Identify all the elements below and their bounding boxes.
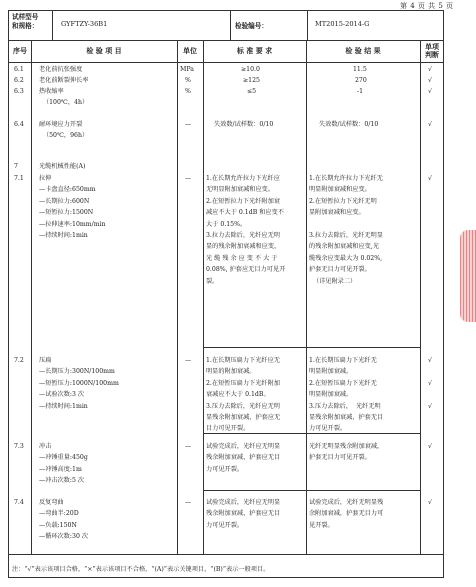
seq-7-4: 7.4: [14, 499, 24, 506]
std-7-4: 试验完成后，光纤应无明显 残余附加衰减，护套应无目 力可见开裂。: [206, 499, 281, 529]
result-7-4: 试验完成后，光纤无明显残 余附加衰减，护套无目力可 见开裂。: [309, 499, 384, 529]
item-6-3: 热收缩率 （100℃，4h）: [39, 88, 89, 107]
official-seal-edge: [460, 230, 476, 322]
std-7-3: 试验完成后，光纤应无明显 残余附加衰减，护套应无目 力可见开裂。: [206, 443, 281, 473]
seq-7: 7: [14, 163, 18, 170]
report-no-label: 检验编号：: [235, 22, 268, 30]
report-table: [8, 10, 444, 578]
unit-6-2: %: [185, 77, 191, 84]
result-7-1: 1.在长期允许拉力下光纤无 明显附加衰减和应变。 2.在短暂拉力下光纤无明 显附加衰减和应变。 3.拉力去除后，光纤无明显 的残余附加衰减和应变,光 缆残余应变最大为 0.02%, 护套无目力可见开裂。 （详见附录二）: [309, 175, 383, 285]
report-header: [9, 11, 443, 41]
judge-7-2-c: √: [428, 403, 432, 410]
unit-6-3: %: [185, 88, 191, 95]
judge-7-1: √: [428, 175, 432, 182]
std-6-1: ≥10.0: [241, 66, 260, 73]
seq-6-4: 6.4: [14, 121, 24, 128]
std-6-2: ≥125: [243, 77, 260, 84]
column-header-row: [9, 40, 443, 63]
result-6-4: 失效数/试样数：0/10: [319, 121, 379, 128]
judge-7-2-b: √: [428, 380, 432, 387]
result-6-2: 270: [355, 77, 367, 84]
seq-7-3: 7.3: [14, 443, 24, 450]
std-7-2: 1.在长期压扁力下光纤应无 明显的附加衰减。 2.在短暂压扁力下光纤附加 衰减应不大于 0.1dB。 3.压力去除后，光纤应无明 显残余附加衰减，护套应无 目力可见开裂。: [206, 357, 281, 433]
col-result: 检 验 结 果: [345, 46, 381, 55]
item-7-4: 反复弯曲 —弯曲半:20D —负载:150N —循环次数:30 次: [39, 499, 89, 541]
result-7-2: 1.在长期压扁力下光纤无 明显附加衰减。 2.在短暂压扁力下光纤无 明显附加衰减。 3.压力去除后， 光纤无明 显残余附加衰减，护套无目 力可见开裂。: [309, 357, 384, 433]
judge-7-2-a: √: [428, 357, 432, 364]
sample-value: GYFTZY-36B1: [61, 20, 108, 28]
result-6-1: 11.5: [353, 66, 367, 73]
col-unit: 单位: [183, 46, 197, 55]
item-6-4: 耐环境应力开裂 （50℃，96h）: [39, 121, 89, 140]
sample-label: 试样型号 和规格：: [12, 13, 39, 30]
report-no-value: MT2015-2014-G: [315, 20, 370, 28]
std-6-3: ≤5: [247, 88, 257, 95]
judge-6-1: √: [428, 66, 432, 73]
footnote: 注：“√”表示该项目合格，“×”表示该项目不合格，“(A)”表示关键项目，“(B)”表示一般项目。: [12, 566, 270, 573]
seq-6-2: 6.2: [14, 77, 24, 84]
judge-6-2: √: [428, 77, 432, 84]
result-7-3: 光纤无明显残余附加衰减， 护套无目力可见开裂。: [309, 443, 384, 462]
unit-6-1: MPa: [180, 66, 194, 73]
result-6-3: -1: [357, 88, 364, 95]
col-judge: 单项 判断: [425, 42, 439, 59]
judge-6-4: √: [428, 121, 432, 128]
judge-7-4: √: [428, 499, 432, 506]
page-number: 第 4 页 共 5 页: [400, 2, 454, 10]
item-7: 光缆机械性能(A): [39, 163, 86, 170]
judge-6-3: √: [428, 88, 432, 95]
col-std: 标 准 要 求: [236, 46, 273, 55]
seq-6-1: 6.1: [14, 66, 24, 73]
unit-7-2: —: [185, 357, 192, 364]
item-6-1: 老化前抗张强度: [39, 66, 83, 73]
judge-7-3: √: [428, 443, 432, 450]
unit-7-1: —: [185, 175, 192, 182]
std-6-4: 失效数/试样数：0/10: [214, 121, 274, 128]
item-6-2: 老化前断裂伸长率: [39, 77, 89, 84]
unit-7-4: —: [185, 499, 192, 506]
std-7-1: 1.在长期允许拉力下光纤应 无明显附加衰减和应变。 2.在短暂拉力下光纤附加衰 减应不大于 0.1dB 和应变不 大于 0.15%。 3.拉力去除后，光纤应无明 显的残余附加衰减和应变， 光 缆 残 余 应 变 不 大 于 0.08%, 护套应无目力可见开 裂。: [206, 175, 286, 285]
unit-6-4: —: [185, 121, 192, 128]
seq-7-1: 7.1: [14, 175, 24, 182]
seq-6-3: 6.3: [14, 88, 24, 95]
seq-7-2: 7.2: [14, 357, 24, 364]
col-item: 检 验 项 目: [86, 46, 122, 55]
item-7-2: 压扁 —长期压力:300N/100mm —短暂压力:1000N/100mm —试验次数:3 次 —持续时间:1min: [39, 357, 119, 410]
unit-7-3: —: [185, 443, 192, 450]
item-7-3: 冲击 —冲锤重量:450g —冲锤高度:1m —冲击次数:5 次: [39, 443, 88, 485]
col-seq: 序号: [13, 46, 27, 55]
item-7-1: 拉伸 —卡盘直径:650mm —长期拉力:600N —短暂拉力:1500N —拉伸速率:10mm/min —持续时间:1min: [39, 175, 106, 240]
